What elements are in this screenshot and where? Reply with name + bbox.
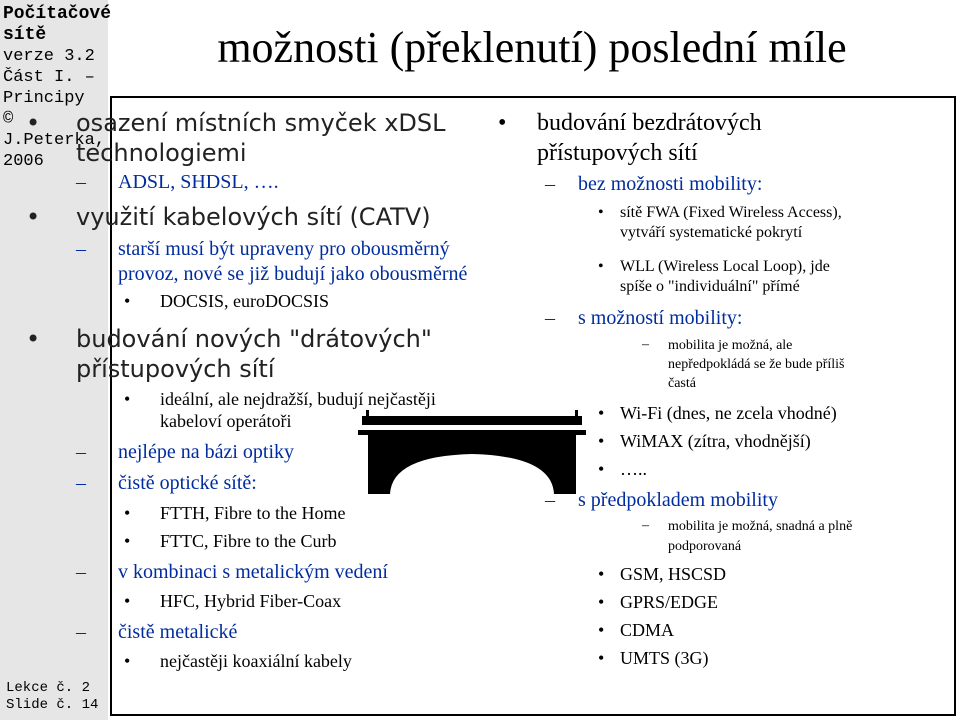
- right-gprs: GPRS/EDGE: [620, 592, 719, 612]
- left-bullet-3: [76, 324, 432, 384]
- dash-icon: –: [76, 171, 86, 193]
- bullet-dot-icon: •: [124, 389, 131, 409]
- right-wll: [620, 257, 830, 297]
- right-mobility-note-2: [668, 517, 852, 557]
- bullet-dot-icon: •: [598, 258, 604, 275]
- bullet-dot-icon: •: [598, 648, 605, 668]
- left-bullet-2: využití kabelových sítí (CATV): [76, 203, 431, 231]
- dash-icon: –: [642, 337, 649, 352]
- bullet-dot-icon: •: [26, 109, 41, 137]
- dash-icon: –: [545, 173, 555, 195]
- dash-icon: –: [545, 307, 555, 329]
- sub-text: provoz, nové se již budují jako obousměrné: [118, 263, 468, 285]
- slide-number-label: Slide č. 14: [6, 697, 99, 713]
- bullet-dot-icon: •: [124, 651, 131, 671]
- left-hfc: HFC, Hybrid Fiber-Coax: [160, 591, 342, 611]
- bullet-text: budování bezdrátových: [537, 110, 762, 136]
- note-text: nepředpokládá se že bude příliš: [668, 357, 845, 372]
- left-metalicke: čistě metalické: [118, 621, 238, 643]
- right-sub-s-mobility: s možností mobility:: [578, 307, 743, 329]
- sub-text: sítě FWA (Fixed Wireless Access),: [620, 204, 842, 221]
- sub-text: WLL (Wireless Local Loop), jde: [620, 258, 830, 275]
- bullet-dot-icon: •: [124, 291, 131, 311]
- bullet-dot-icon: •: [598, 592, 605, 612]
- bullet-dot-icon: •: [598, 431, 605, 451]
- bullet-dot-icon: •: [498, 110, 507, 136]
- part-label: Část I. – Principy: [3, 68, 95, 108]
- bullet-dot-icon: •: [26, 203, 41, 231]
- right-wimax: WiMAX (zítra, vhodnější): [620, 431, 811, 451]
- version-label: verze 3.2: [3, 47, 95, 66]
- right-sub-bez-mobility: bez možnosti mobility:: [578, 173, 763, 195]
- bullet-dot-icon: •: [598, 403, 605, 423]
- sub-text: kabeloví operátoři: [160, 411, 292, 431]
- bullet-text: budování nových "drátových": [76, 325, 432, 353]
- left-kombinace: v kombinaci s metalickým vedení: [118, 561, 388, 583]
- dash-icon: –: [76, 441, 86, 463]
- sub-text: vytváří systematické pokrytí: [620, 224, 803, 241]
- bullet-text: technologiemi: [76, 139, 247, 167]
- dash-icon: –: [545, 489, 555, 511]
- course-title: Počítačové sítě: [3, 4, 112, 45]
- left-sub-catv: [118, 237, 467, 287]
- bullet-dot-icon: •: [598, 620, 605, 640]
- dash-icon: –: [76, 621, 86, 643]
- bullet-dot-icon: •: [598, 564, 605, 584]
- lesson-label: Lekce č. 2: [6, 680, 91, 696]
- bullet-text: přístupových sítí: [537, 140, 698, 166]
- dash-icon: –: [642, 518, 649, 533]
- left-bullet-1: [76, 108, 446, 168]
- dash-icon: –: [76, 472, 86, 494]
- bullet-dot-icon: •: [124, 503, 131, 523]
- left-fttc: FTTC, Fibre to the Curb: [160, 531, 337, 551]
- bullet-dot-icon: •: [124, 531, 131, 551]
- dash-icon: –: [76, 561, 86, 583]
- sub-text: spíše o "individuální" přímé: [620, 278, 800, 295]
- bullet-dot-icon: •: [124, 591, 131, 611]
- left-opticke-site: čistě optické sítě:: [118, 472, 257, 494]
- bridge-icon: [358, 410, 586, 494]
- left-koax: nejčastěji koaxiální kabely: [160, 651, 352, 671]
- left-ftth: FTTH, Fibre to the Home: [160, 503, 346, 523]
- right-sub-predpoklad: s předpokladem mobility: [578, 489, 778, 511]
- copyright-label: © J.Peterka, 2006: [3, 110, 106, 171]
- bullet-dot-icon: •: [26, 325, 41, 353]
- right-bullet-1: [537, 108, 762, 168]
- right-ellipsis: …..: [620, 459, 647, 479]
- sub-text: starší musí být upraveny pro obousměrný: [118, 238, 450, 260]
- note-text: podporovaná: [668, 539, 742, 554]
- bullet-dot-icon: •: [598, 204, 604, 221]
- bullet-text: přístupových sítí: [76, 355, 275, 383]
- left-optika: nejlépe na bázi optiky: [118, 441, 295, 463]
- left-docsis: DOCSIS, euroDOCSIS: [160, 291, 330, 311]
- right-mobility-note: [668, 336, 845, 393]
- right-cdma: CDMA: [620, 620, 675, 640]
- dash-icon: –: [76, 238, 86, 260]
- bullet-dot-icon: •: [598, 459, 605, 479]
- right-wifi: Wi-Fi (dnes, ne zcela vhodné): [620, 403, 837, 423]
- slide-title: možnosti (překlenutí) poslední míle: [217, 23, 847, 72]
- bullet-text: osazení místních smyček xDSL: [76, 109, 446, 137]
- note-text: mobilita je možná, ale: [668, 338, 793, 353]
- right-gsm: GSM, HSCSD: [620, 564, 727, 584]
- left-sub-adsl: ADSL, SHDSL, ….: [118, 171, 279, 193]
- slide-info: [6, 680, 98, 714]
- note-text: mobilita je možná, snadná a plně: [668, 519, 853, 534]
- right-umts: UMTS (3G): [620, 648, 709, 668]
- sub-text: ideální, ale nejdražší, budují nejčastěji: [160, 389, 436, 409]
- note-text: častá: [668, 376, 696, 391]
- right-fwa: [620, 203, 842, 243]
